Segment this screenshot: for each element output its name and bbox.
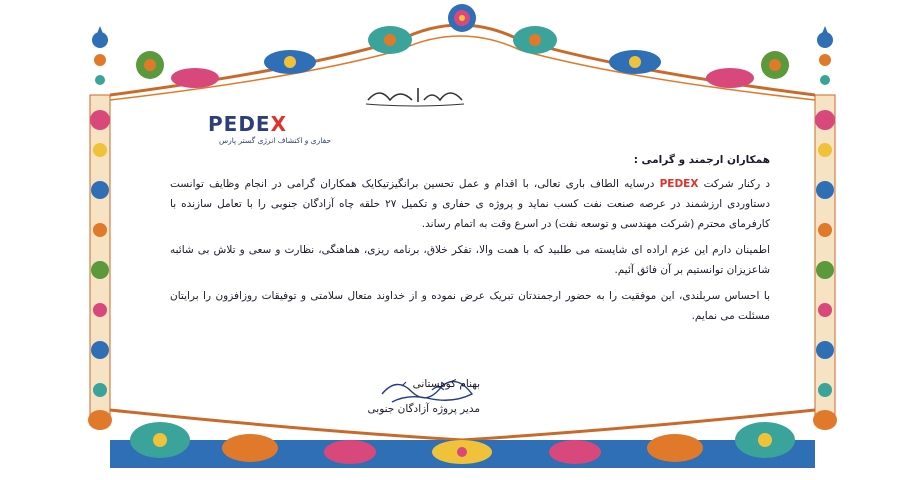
right-ornament-column: [813, 26, 837, 430]
letter-body: [170, 150, 770, 332]
header-calligraphy: [360, 82, 470, 108]
signer-name: بهنام کوهستانی: [412, 378, 480, 390]
logo-text: PEDEX: [208, 112, 288, 136]
company-logo: [196, 108, 356, 152]
paragraph-1-start: د رکنار شرکت: [698, 178, 770, 190]
left-ornament-column: [88, 26, 112, 430]
paragraph-1-end: درسایه الطاف باری تعالی، با اقدام و عمل تحسین برانگیزتیکایک همکاران گرامی در انجام وظایف توانست دستاوردی ارزشمند در عرصه صنعت نفت کسب نماید و پروژه ی حفاری و تکمیل ۲۷ حلقه چاه آزادگان جنوبی را با تعامل سازنده با کارفرمای محترم (شرکت مهندسی و توسعه نفت) در اسرع وقت به اتمام رساند.: [170, 178, 770, 230]
logo-subtitle: حفاری و اکتشاف انرژی گستر پارس: [218, 136, 332, 145]
logo-x-letter: X: [270, 112, 288, 136]
logo-mark: [208, 112, 287, 136]
letter-paragraph-1: [170, 174, 770, 234]
bottom-ornament-band: [110, 410, 815, 468]
brand-inline-name: PEDEX: [659, 178, 699, 190]
letter-paragraph-3: با احساس سربلندی، این موفقیت را به حضور ارجمندتان تبریک عرض نموده و از خداوند متعال سلامتی و توفیقات روزافزون را برایتان مسئلت می نمایم.: [170, 290, 770, 322]
signer-title: مدیر پروژه آزادگان جنوبی: [367, 403, 480, 415]
letter-paragraph-2: اطمینان دارم این عزم اراده ای شایسته می طلبید که با همت والا، تفکر خلاق، برنامه ریزی، هماهنگی، نظارت و سعی و تلاش بی شائبه شاعزیزان توانستیم بر آن فائق آئیم.: [170, 244, 770, 276]
letter-greeting: همکاران ارجمند و گرامی :: [633, 154, 770, 166]
